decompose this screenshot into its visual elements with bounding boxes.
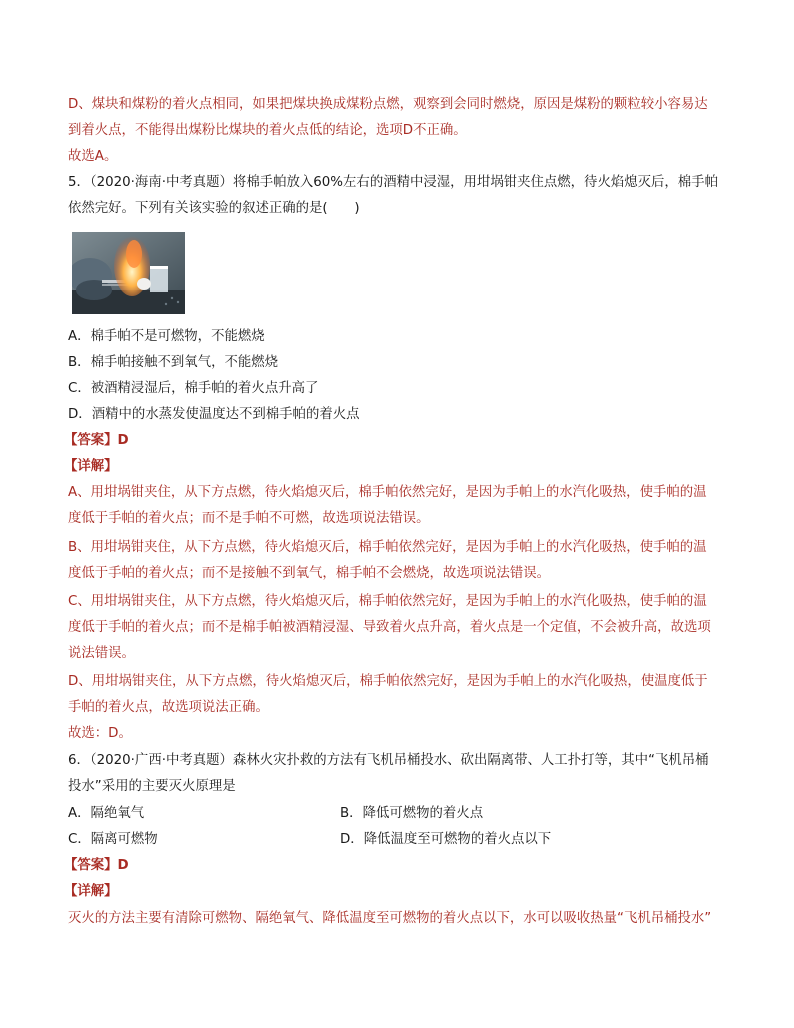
q6-explain-line-1: 灭火的方法主要有清除可燃物、隔绝氧气、降低温度至可燃物的着火点以下，水可以吸收热量“飞机吊桶投水”	[68, 911, 712, 926]
q6-option-a: A．隔绝氧气	[68, 806, 145, 821]
q6-option-c: C．隔离可燃物	[68, 832, 158, 847]
q6-detail-label: 【详解】	[64, 884, 118, 899]
experiment-photo	[72, 232, 185, 314]
q5-explain-line-1: A、用坩埚钳夹住，从下方点燃，待火焰熄灭后，棉手帕依然完好，是因为手帕上的水汽化吸热，使手帕的温	[68, 485, 707, 500]
q5-answer: 【答案】D	[64, 433, 129, 448]
q5-stem-line-2: 依然完好。下列有关该实验的叙述正确的是( )	[68, 201, 360, 216]
prev-explain-line-2: 到着火点，不能得出煤粉比煤块的着火点低的结论，选项D不正确。	[68, 123, 467, 138]
q6-option-d: D．降低温度至可燃物的着火点以下	[340, 832, 552, 847]
q6-stem-line-1: 6．（2020·广西·中考真题）森林火灾扑救的方法有飞机吊桶投水、砍出隔离带、人工扑打等，其中“飞机吊桶	[68, 753, 709, 768]
prev-conclusion: 故选A。	[68, 149, 118, 164]
burning-handkerchief-image	[72, 232, 185, 314]
q5-stem-line-1: 5．（2020·海南·中考真题）将棉手帕放入60%左右的酒精中浸湿，用坩埚钳夹住点燃，待火焰熄灭后，棉手帕	[68, 175, 718, 190]
q5-explain-line-8: D、用坩埚钳夹住，从下方点燃，待火焰熄灭后，棉手帕依然完好，是因为手帕上的水汽化吸热，使温度低于	[68, 674, 708, 689]
q5-explain-line-4: 度低于手帕的着火点；而不是接触不到氧气，棉手帕不会燃烧，故选项说法错误。	[68, 566, 551, 581]
q6-stem-line-2: 投水”采用的主要灭火原理是	[68, 779, 236, 794]
q6-answer: 【答案】D	[64, 858, 129, 873]
prev-explain-line-1: D、煤块和煤粉的着火点相同，如果把煤块换成煤粉点燃，观察到会同时燃烧，原因是煤粉的颗粒较小容易达	[68, 97, 708, 112]
q5-explain-line-6: 度低于手帕的着火点；而不是棉手帕被酒精浸湿、导致着火点升高，着火点是一个定值，不会被升高，故选项	[68, 620, 711, 635]
q5-detail-label: 【详解】	[64, 459, 118, 474]
q5-option-c: C．被酒精浸湿后，棉手帕的着火点升高了	[68, 381, 319, 396]
q5-explain-line-3: B、用坩埚钳夹住，从下方点燃，待火焰熄灭后，棉手帕依然完好，是因为手帕上的水汽化吸热，使手帕的温	[68, 540, 707, 555]
q5-option-b: B．棉手帕接触不到氧气，不能燃烧	[68, 355, 279, 370]
q6-option-b: B．降低可燃物的着火点	[340, 806, 484, 821]
q5-option-d: D．酒精中的水蒸发使温度达不到棉手帕的着火点	[68, 407, 360, 422]
q5-explain-line-5: C、用坩埚钳夹住，从下方点燃，待火焰熄灭后，棉手帕依然完好，是因为手帕上的水汽化吸热，使手帕的温	[68, 594, 707, 609]
q5-conclusion: 故选：D。	[68, 726, 132, 741]
q5-explain-line-9: 手帕的着火点，故选项说法正确。	[68, 700, 269, 715]
q5-option-a: A．棉手帕不是可燃物，不能燃烧	[68, 329, 265, 344]
q5-explain-line-7: 说法错误。	[68, 646, 135, 661]
q5-explain-line-2: 度低于手帕的着火点；而不是手帕不可燃，故选项说法错误。	[68, 511, 430, 526]
